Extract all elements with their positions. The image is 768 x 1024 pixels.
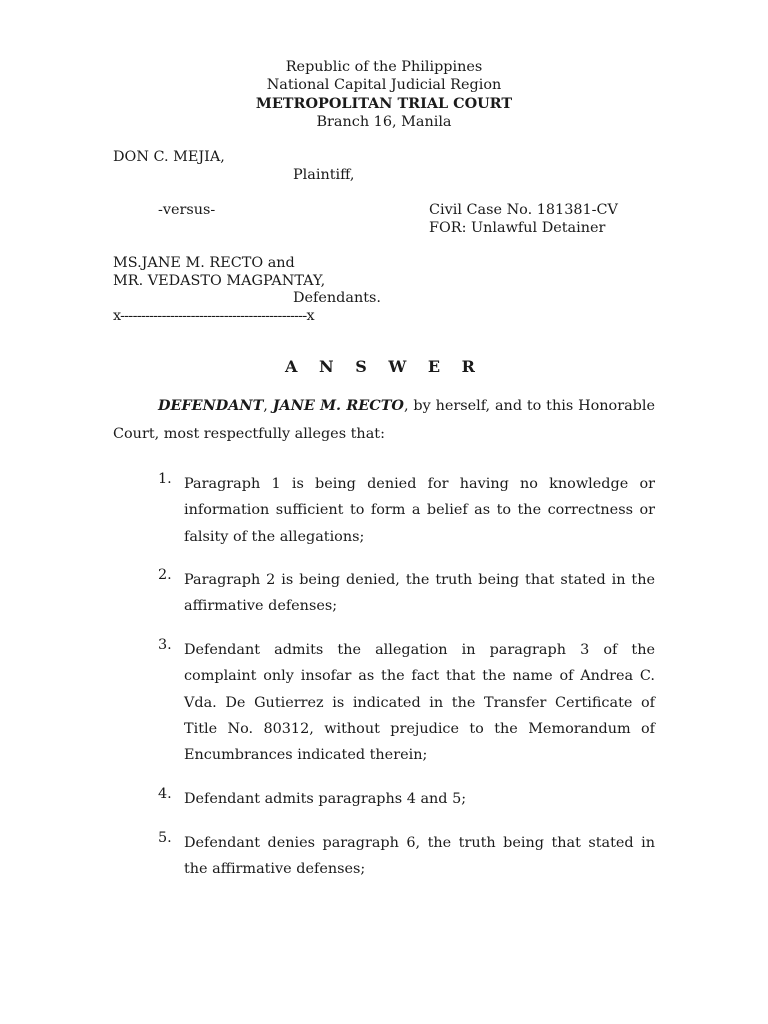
- court-name: METROPOLITAN TRIAL COURT: [255, 94, 513, 112]
- item-number: 1.: [158, 471, 172, 487]
- republic-line: Republic of the Philippines: [285, 59, 483, 75]
- caption-divider: x---------------------------------------------x: [113, 308, 314, 324]
- item-number: 3.: [158, 637, 172, 653]
- item-text: Defendant denies paragraph 6, the truth being that stated in the affirmative defenses;: [184, 835, 655, 878]
- branch-line: Branch 16, Manila: [316, 113, 452, 130]
- intro-defendant-name: JANE M. RECTO: [272, 397, 404, 414]
- document-title: A N S W E R: [285, 357, 483, 376]
- intro-comma: ,: [263, 398, 268, 414]
- item-text: Paragraph 1 is being denied for having no knowledge or information sufficient to form a belief as to the correctness or falsity of the allegations;: [184, 476, 655, 545]
- court-header: [0, 58, 768, 131]
- plaintiff-label: Plaintiff,: [293, 167, 355, 183]
- intro-party: DEFENDANT: [158, 397, 264, 414]
- item-text: Defendant admits the allegation in paragraph 3 of the complaint only insofar as the fact that the name of Andrea C. Vda. De Gutierrez is indicated in the Transfer Certificate of Title No. 80312, without prejudice to the Memorandum of Encumbrances indicated therein;: [184, 642, 655, 764]
- item-number: 4.: [158, 786, 172, 802]
- plaintiff-name: DON C. MEJIA,: [113, 149, 225, 165]
- defendant-1: MS.JANE M. RECTO and: [113, 255, 295, 271]
- item-text: Paragraph 2 is being denied, the truth being that stated in the affirmative defenses;: [184, 572, 655, 615]
- list-item: [113, 637, 655, 768]
- defendants-label: Defendants.: [293, 290, 381, 306]
- list-item: [113, 567, 655, 620]
- list-item: [113, 830, 655, 883]
- case-nature: FOR: Unlawful Detainer: [429, 220, 606, 236]
- region-line: National Capital Judicial Region: [266, 77, 502, 94]
- item-number: 5.: [158, 830, 172, 846]
- item-number: 2.: [158, 567, 172, 583]
- versus-text: -versus-: [158, 202, 216, 218]
- list-item: [113, 786, 655, 812]
- list-item: [113, 471, 655, 550]
- item-text: Defendant admits paragraphs 4 and 5;: [184, 791, 467, 807]
- case-number: Civil Case No. 181381-CV: [429, 202, 618, 218]
- intro-rest: , by herself, and to this Honorable Court, most respectfully alleges that:: [113, 398, 656, 442]
- intro-paragraph: [113, 392, 655, 448]
- defendant-2: MR. VEDASTO MAGPANTAY,: [113, 273, 326, 289]
